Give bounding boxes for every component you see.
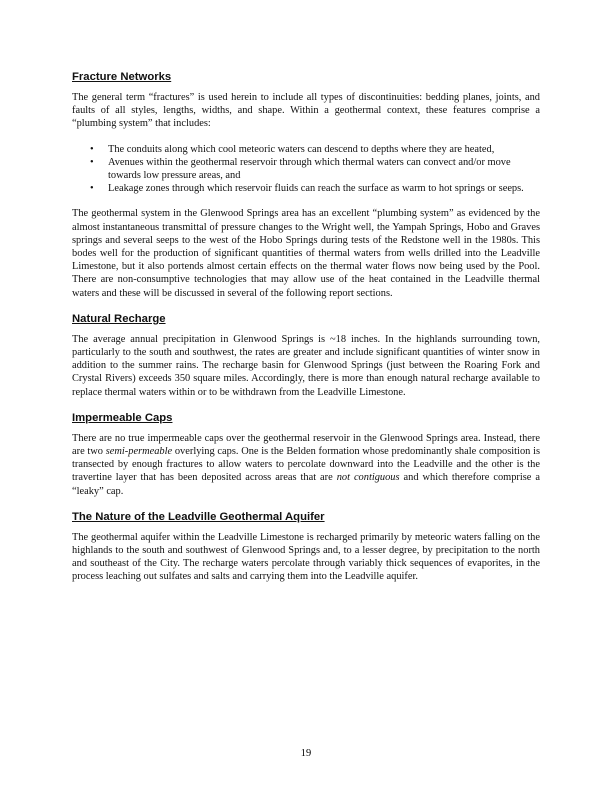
- paragraph: The general term “fractures” is used herein to include all types of discontinuities: bedding planes, joints, and faults of all styles, lengths, widths, and shape. Within a geothermal context, these features comprise a “plumbing system” that includes:: [72, 92, 540, 130]
- paragraph: The geothermal system in the Glenwood Springs area has an excellent “plumbing system” as evidenced by the almost instantaneous transmittal of pressure changes to the Wright well, the Yampah Springs, Hobo and Graves springs and several seeps to the west of the Hobo Springs during tests of the Redstone well in the 1980s. This bodes well for the production of significant quantities of thermal waters from wells drilled into the Leadville Limestone, but it also portends almost certain effects on the thermal water flows now being used by the Pool. There are non-consumptive technologies that may allow use of the heat contained in the Leadville thermal waters and these will be discussed in several of the following report sections.: [72, 208, 540, 299]
- paragraph: [72, 432, 540, 498]
- emphasis-text: semi-permeable: [105, 446, 173, 458]
- section-heading: Natural Recharge: [72, 312, 166, 325]
- text-run: overlying caps. One is the Belden formation whose predominantly shale composition is transected by enough fractures to allow waters to percolate downward into the Leadville and the other is the travertine layer that has been deposited across areas that are: [72, 446, 540, 484]
- list-item: • The conduits along which cool meteoric waters can descend to depths where they are heated,: [108, 143, 540, 156]
- section-heading: The Nature of the Leadville Geothermal Aquifer: [72, 510, 325, 523]
- page-body: [72, 70, 540, 596]
- bullet-list: [72, 143, 540, 196]
- paragraph: The average annual precipitation in Glenwood Springs is ~18 inches. In the highlands surrounding town, particularly to the south and southwest, the rates are greater and include significant quantities of winter snow in addition to the summer rains. The recharge basin for Glenwood Springs (just between the Roaring Fork and Crystal Rivers) exceeds 350 square miles. Accordingly, there is more than enough natural recharge available to replace thermal waters within or to be withdrawn from the Leadville Limestone.: [72, 333, 540, 398]
- section-impermeable-caps: [72, 411, 540, 498]
- section-heading: Impermeable Caps: [72, 411, 173, 424]
- text-run: There are no true impermeable caps over the geothermal reservoir in the Glenwood Springs area. Instead, there are two: [72, 432, 540, 458]
- section-natural-recharge: [72, 312, 540, 399]
- page-number: 19: [300, 748, 312, 759]
- section-leadville-aquifer: [72, 510, 540, 584]
- list-item: • Leakage zones through which reservoir fluids can reach the surface as warm to hot springs or seeps.: [108, 182, 540, 195]
- text-run: and which therefore comprise a “leaky” cap.: [72, 472, 540, 497]
- paragraph: The geothermal aquifer within the Leadville Limestone is recharged primarily by meteoric waters falling on the highlands to the south and southwest of Glenwood Springs and, to a lesser degree, by precipitation to the north and southeast of the City. The recharge waters percolate through variably thick sequences of evaporites, in the process leaching out sulfates and salts and carrying them into the Leadville aquifer.: [72, 531, 540, 583]
- section-heading: Fracture Networks: [72, 71, 172, 83]
- section-fracture-networks: [72, 70, 540, 300]
- emphasis-text: not contiguous: [336, 472, 400, 484]
- list-item: • Avenues within the geothermal reservoir through which thermal waters can convect and/or move towards low pressure areas, and: [108, 156, 540, 182]
